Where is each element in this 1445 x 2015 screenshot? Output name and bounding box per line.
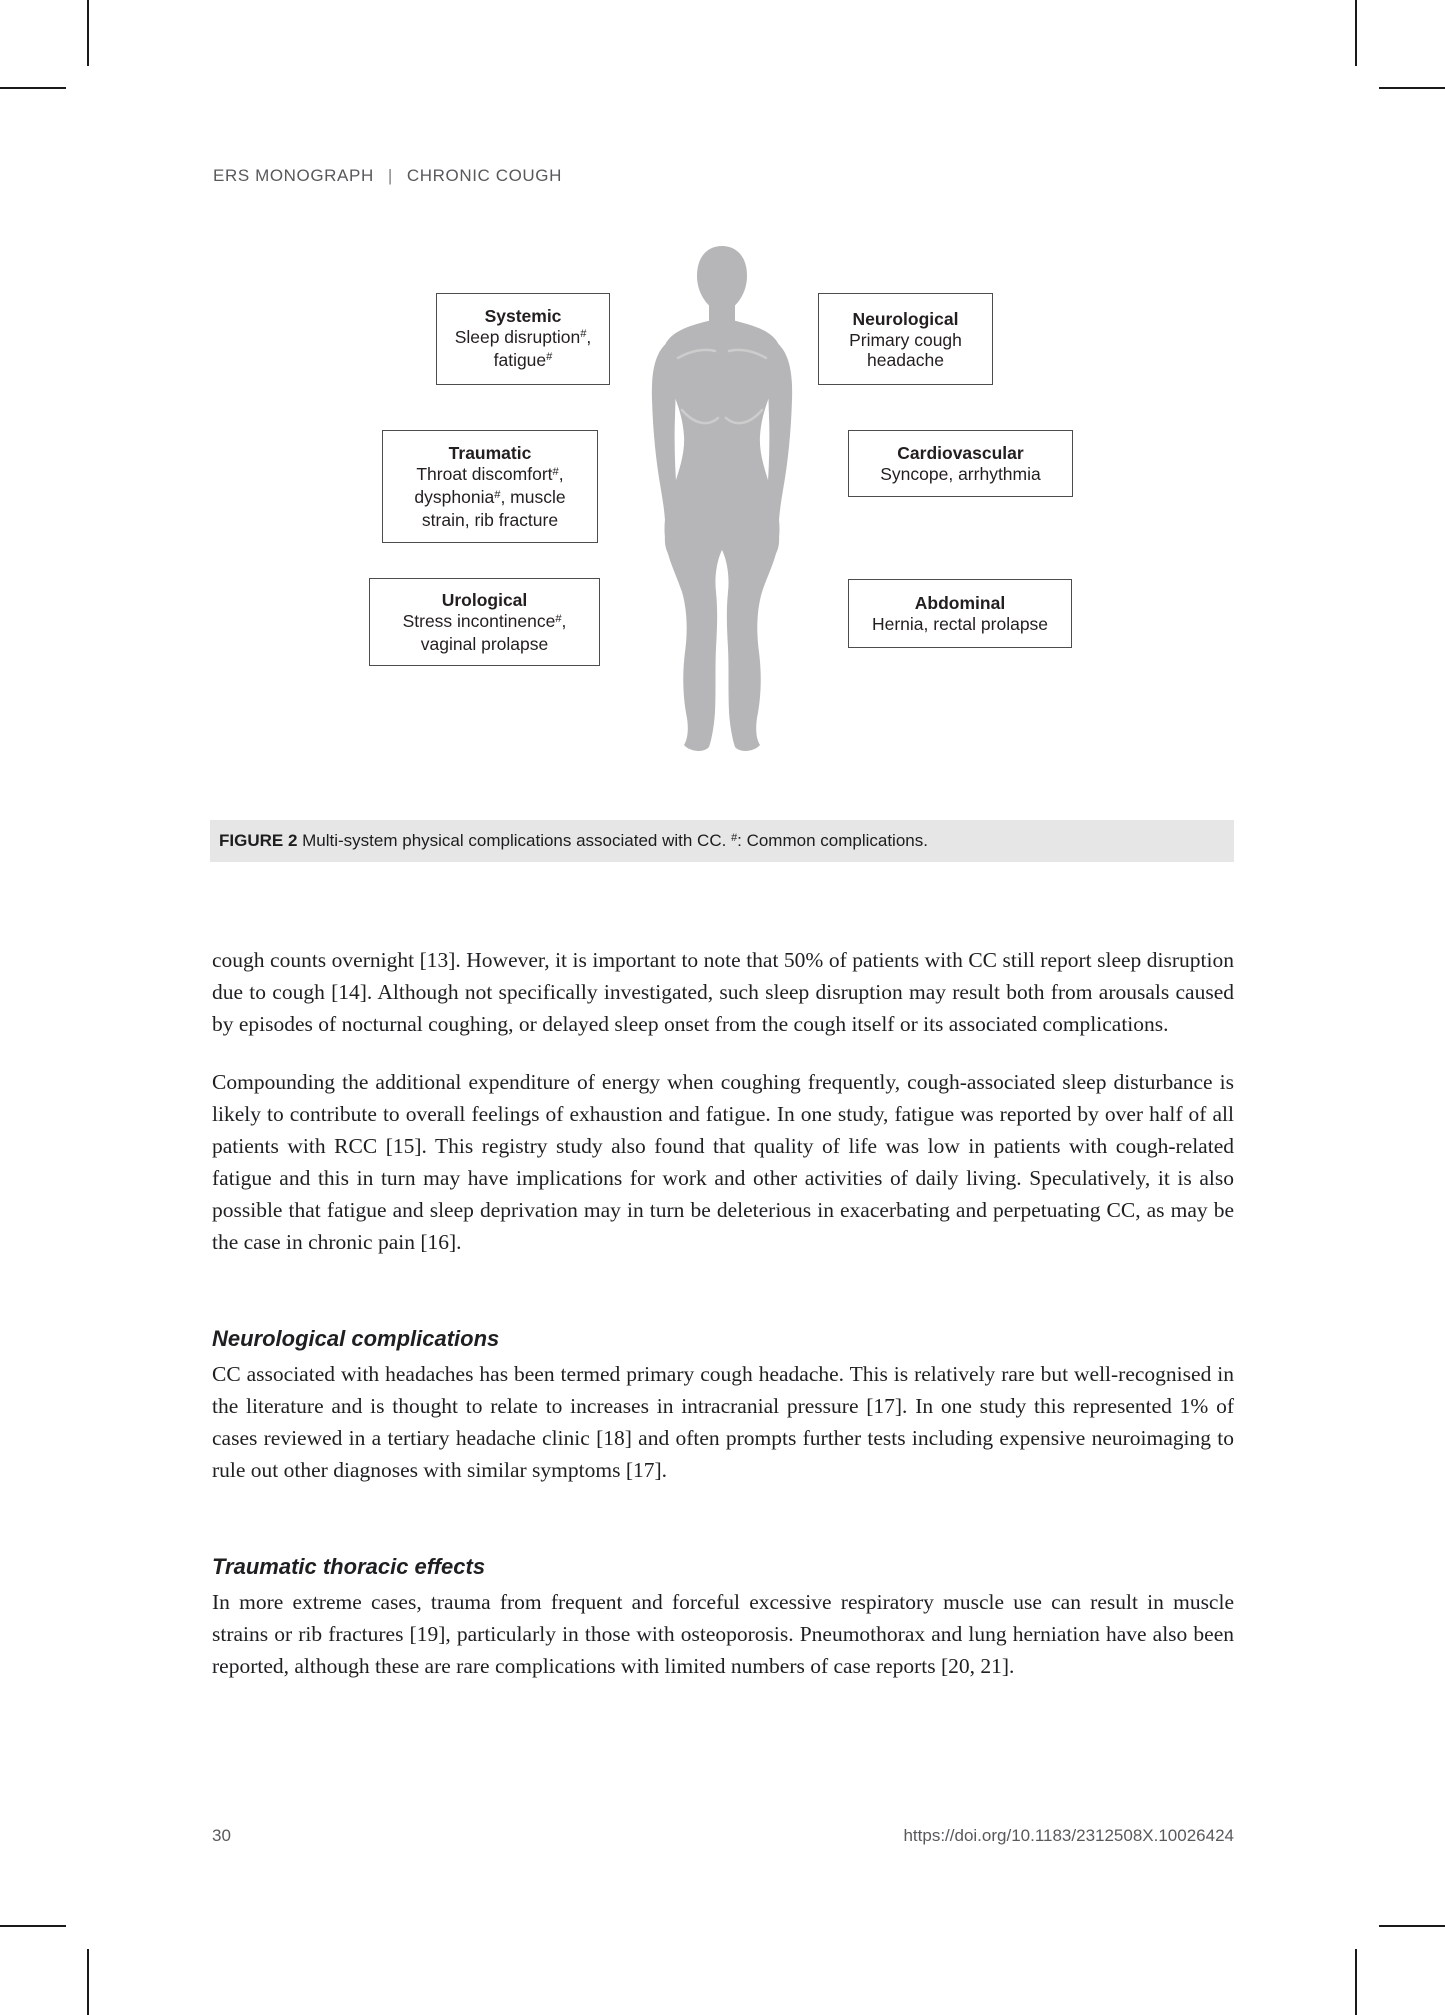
figure-box-text-segment: , fatigue <box>493 326 592 370</box>
figure-box-title: Neurological <box>852 308 959 329</box>
figure-caption-text <box>219 831 928 851</box>
page-footer <box>212 1826 1234 1846</box>
crop-mark-top-left-vertical <box>87 0 89 66</box>
female-body-silhouette-icon <box>620 242 824 757</box>
figure-box-text-segment: , vaginal prolapse <box>420 611 567 654</box>
figure-caption <box>210 820 1234 862</box>
superscript-marker: # <box>552 465 559 478</box>
figure-box-text-segment: Stress incontinence <box>402 611 556 631</box>
figure-box-abdominal <box>848 579 1072 648</box>
superscript-marker: # <box>494 488 501 501</box>
figure-box-text-segment: Syncope, arrhythmia <box>880 464 1041 484</box>
figure-box-title: Traumatic <box>448 443 532 463</box>
body-paragraph: In more extreme cases, trauma from frequent and forceful excessive respiratory muscle use can result in muscle strains or rib fractures [19], particularly in those with osteoporosis. Pneumothorax and lung herniation have also been reported, although these are rare complications with limited numbers of case reports [20, 21]. <box>212 1590 1234 1678</box>
figure-box-text-segment: Sleep disruption <box>454 326 581 347</box>
figure-box-urological <box>369 578 600 666</box>
crop-mark-bottom-left-horizontal <box>0 1925 66 1927</box>
figure-box-body <box>389 464 591 530</box>
figure-box-title: Cardiovascular <box>897 443 1024 463</box>
crop-mark-top-left-horizontal <box>0 87 66 89</box>
section-heading-traumatic: Traumatic thoracic effects <box>212 1554 486 1579</box>
running-header <box>213 166 562 186</box>
figure-caption-segment: : Common complications. <box>737 831 928 850</box>
doi-link[interactable]: https://doi.org/10.1183/2312508X.10026424 <box>903 1826 1234 1845</box>
body-paragraph: Compounding the additional expenditure of energy when coughing frequently, cough-associated sleep disturbance is likely to contribute to overall feelings of exhaustion and fatigue. In one study, fatigue was reported by over half of all patients with RCC [15]. This registry study also found that quality of life was low in patients with cough-related fatigue and this in turn may have implications for work and other activities of daily living. Speculatively, it is also possible that fatigue and sleep deprivation may in turn be deleterious in exacerbating and perpetuating CC, as may be the case in chronic pain [16]. <box>212 1070 1234 1254</box>
superscript-marker: # <box>555 612 562 625</box>
figure-box-body <box>376 611 593 654</box>
crop-mark-bottom-left-vertical <box>87 1949 89 2015</box>
figure-caption-label: FIGURE 2 <box>219 831 298 850</box>
body-text-column <box>212 944 1234 1682</box>
crop-mark-bottom-right-horizontal <box>1379 1925 1445 1927</box>
figure-caption-segment: Multi-system physical complications associated with CC. <box>297 831 732 850</box>
body-paragraph: cough counts overnight [13]. However, it is important to note that 50% of patients with CC still report sleep disruption due to cough [14]. Although not specifically investigated, such sleep disruption may result both from arousals caused by episodes of nocturnal coughing, or delayed sleep onset from the cough itself or its associated complications. <box>212 948 1234 1036</box>
figure-box-text-segment: Hernia, rectal prolapse <box>871 614 1049 634</box>
running-header-separator: | <box>387 166 393 185</box>
figure-box-text-segment: , dysphonia <box>414 464 564 507</box>
figure-box-title: Systemic <box>484 305 562 326</box>
figure-box-body <box>855 464 1066 484</box>
figure-box-traumatic <box>382 430 598 543</box>
figure-box-body <box>855 614 1065 634</box>
figure-box-systemic <box>436 293 610 385</box>
figure-box-title: Urological <box>441 590 528 610</box>
body-paragraph: CC associated with headaches has been termed primary cough headache. This is relatively rare but well-recognised in the literature and is thought to relate to increases in intracranial pressure [17]. In one study this represented 1% of cases reviewed in a tertiary headache clinic [18] and often prompts further tests including expensive neuroimaging to rule out other diagnoses with similar symptoms [17]. <box>212 1362 1234 1482</box>
section-heading-neurological: Neurological complications <box>212 1326 500 1351</box>
figure-box-cardiovascular <box>848 430 1073 497</box>
figure-box-body <box>825 330 986 370</box>
figure-box-text-segment: , muscle strain, rib fracture <box>421 487 566 530</box>
superscript-marker: # <box>731 832 738 845</box>
figure-box-body <box>443 327 603 373</box>
superscript-marker: # <box>546 351 553 364</box>
crop-mark-top-right-vertical <box>1355 0 1357 66</box>
crop-mark-top-right-horizontal <box>1379 87 1445 89</box>
running-header-monograph: ERS MONOGRAPH <box>213 166 374 185</box>
superscript-marker: # <box>580 328 587 341</box>
page-number: 30 <box>212 1826 231 1845</box>
figure-box-text-segment: Primary cough headache <box>849 329 962 370</box>
figure-box-text-segment: Throat discomfort <box>416 464 553 484</box>
crop-mark-bottom-right-vertical <box>1355 1949 1357 2015</box>
figure-box-neurological <box>818 293 993 385</box>
running-header-chapter: CHRONIC COUGH <box>406 166 562 185</box>
figure-box-title: Abdominal <box>914 593 1006 613</box>
